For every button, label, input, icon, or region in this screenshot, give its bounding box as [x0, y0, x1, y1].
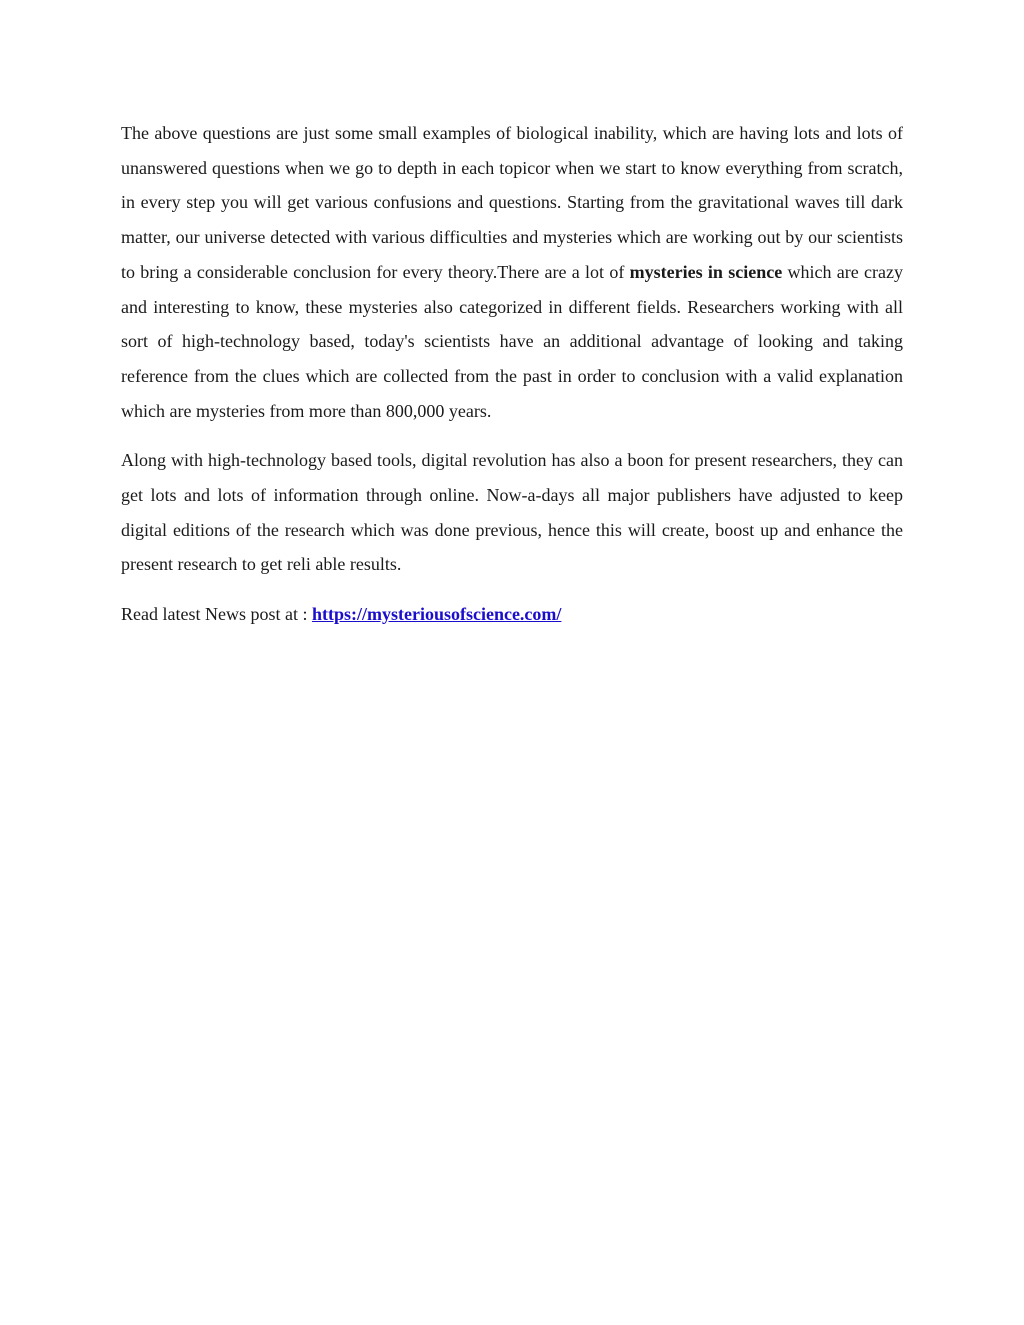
website-link[interactable]: https://mysteriousofscience.com/: [311, 604, 562, 625]
bold-phrase: mysteries in science: [629, 261, 783, 282]
document-body: [121, 116, 903, 632]
paragraph-intro-text-end: which are crazy and interesting to know, these mysteries also categorized in different fields. Researchers working with all sort of high-technology based, today's scientists have an additional advantage of looking and taking reference from the clues which are collected from the past in order to conclusion with a valid explanation which are mysteries from more than 800,000 years.: [121, 261, 903, 421]
paragraph-digital-revolution: Along with high-technology based tools, digital revolution has also a boon for present researchers, they can get lots and lots of information through online. Now-a-days all major publishers have adjusted to keep digital editions of the research which was done previous, hence this will create, boost up and enhance the present research to get reli able results.: [121, 450, 903, 575]
paragraph-intro-text-start: The above questions are just some small examples of biological inability, which are having lots and lots of unanswered questions when we go to depth in each topicor when we start to know everything from scratch, in every step you will get various confusions and questions. Starting from the gravitational waves till dark matter, our universe detected with various difficulties and mysteries which are working out by our scientists to bring a considerable conclusion for every theory.There are a lot of: [121, 123, 903, 282]
read-more-label: Read latest News post at :: [121, 604, 312, 625]
read-more-line: [121, 597, 903, 632]
paragraph-intro: [121, 116, 903, 428]
